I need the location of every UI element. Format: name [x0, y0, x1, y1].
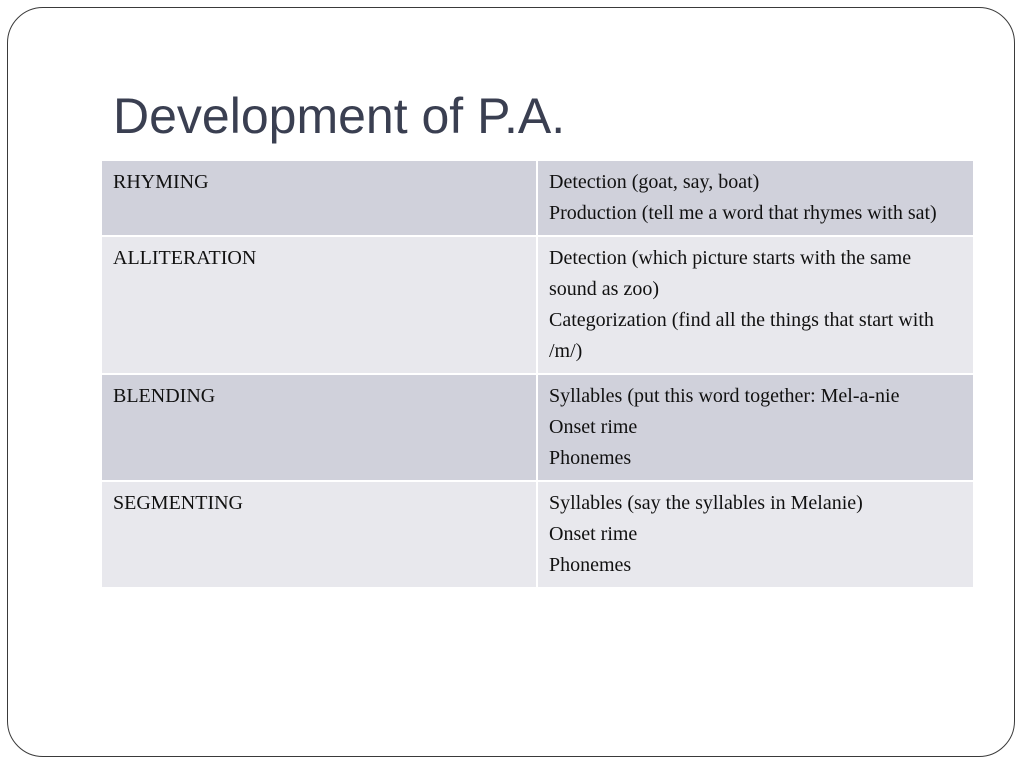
table-row-alliteration: [102, 236, 973, 374]
table-row-segmenting: [102, 481, 973, 587]
skill-cell: BLENDING: [102, 374, 537, 481]
description-line: Onset rime: [549, 416, 638, 438]
description-line: Phonemes: [549, 554, 632, 576]
slide-title: Development of P.A.: [113, 88, 566, 144]
table-row-blending: [102, 374, 973, 481]
description-line: Categorization (find all the things that start with /m/): [549, 309, 934, 362]
description-cell: [537, 481, 973, 587]
description-line: Onset rime: [549, 523, 638, 545]
description-cell: [537, 236, 973, 374]
description-line: Detection (goat, say, boat): [549, 171, 760, 193]
description-cell: [537, 161, 973, 236]
description-line: Phonemes: [549, 447, 632, 469]
description-line: Production (tell me a word that rhymes with sat): [549, 202, 937, 224]
description-line: Syllables (put this word together: Mel-a-nie: [549, 385, 900, 407]
description-cell: [537, 374, 973, 481]
skill-cell: RHYMING: [102, 161, 537, 236]
description-line: Syllables (say the syllables in Melanie): [549, 492, 863, 514]
skill-cell: SEGMENTING: [102, 481, 537, 587]
phonological-awareness-table: [102, 161, 973, 587]
description-line: Detection (which picture starts with the same sound as zoo): [549, 247, 912, 300]
table-row-rhyming: [102, 161, 973, 236]
skill-cell: ALLITERATION: [102, 236, 537, 374]
